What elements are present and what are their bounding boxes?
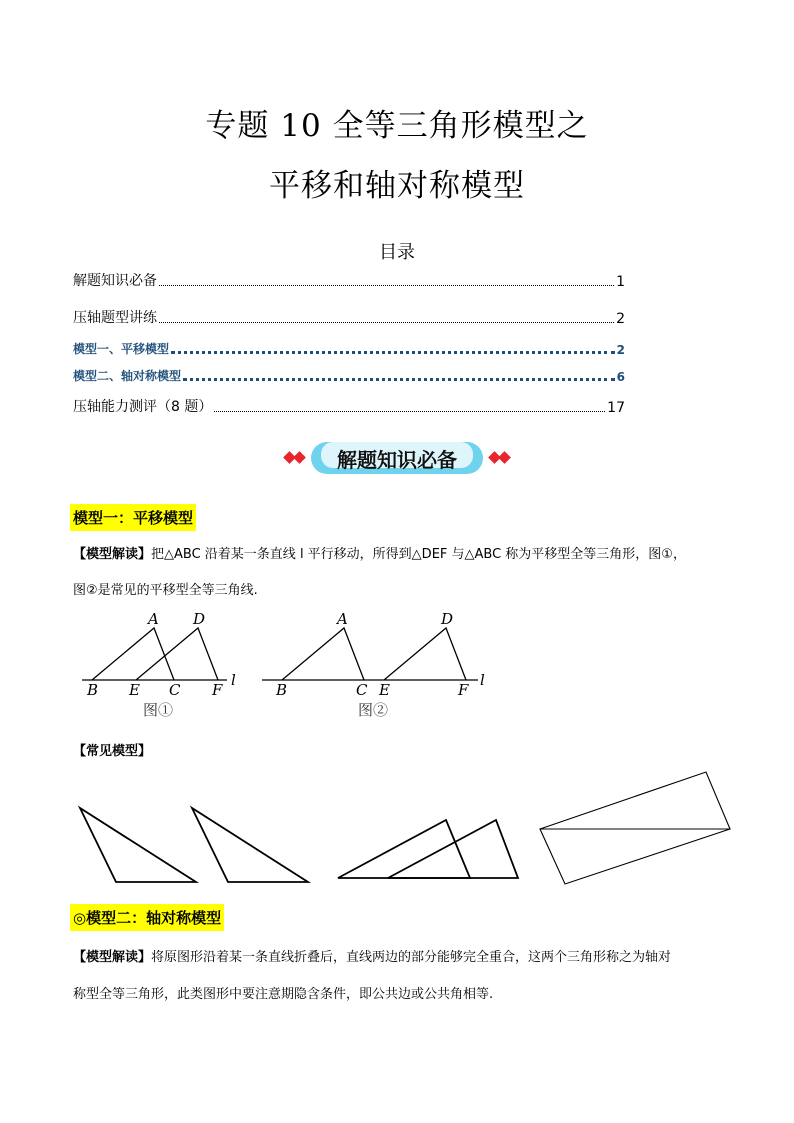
fig2-label-d: D	[441, 610, 454, 628]
toc-item-page: 1	[616, 274, 625, 290]
fig1-label-d: D	[193, 610, 206, 628]
fig2-triangle-def	[384, 628, 466, 680]
fig1-label-l: l	[231, 671, 236, 689]
common-model-2-triangle-b	[388, 820, 518, 878]
toc-item-page: 2	[616, 311, 625, 327]
toc-item-page: 6	[616, 370, 625, 384]
title-line-2: 平移和轴对称模型	[269, 168, 525, 204]
banner-label: 解题知识必备	[337, 448, 457, 472]
explain-tag: 【模型解读】	[73, 950, 152, 965]
common-models-label: 【常见模型】	[73, 744, 152, 759]
fig1-label-a: A	[148, 610, 159, 628]
fig2-caption: 图②	[358, 701, 389, 719]
toc-item-page: 17	[607, 400, 625, 416]
explain-line-1: 把△ABC 沿着某一条直线 l 平行移动，所得到△DEF 与△ABC 称为平移型全等三角形，图①，	[151, 547, 686, 562]
section-2-explanation	[73, 948, 733, 967]
fig1-label-f: F	[212, 681, 223, 699]
common-model-3-triangle-b	[540, 829, 730, 884]
toc-item-label: 模型二、轴对称模型	[73, 369, 182, 383]
toc-item-label: 解题知识必备	[73, 273, 157, 289]
fig1-label-e: E	[129, 681, 140, 699]
explain-line-1: 将原图形沿着某一条直线折叠后，直线两边的部分能够完全重合，这两个三角形称之为轴对	[151, 950, 672, 965]
fig2-label-e: E	[379, 681, 390, 699]
fig2-label-c: C	[356, 681, 368, 699]
explain-line-2: 图②是常见的平移型全等三角线.	[73, 583, 258, 598]
fig1-label-c: C	[169, 681, 181, 699]
fig1-triangle-abc	[92, 628, 174, 680]
fig1-triangle-def	[136, 628, 218, 680]
section-2-heading: ◎模型二：轴对称模型	[70, 904, 224, 931]
toc-item-label: 压轴能力测评（8 题）	[73, 399, 213, 415]
fig1-label-b: B	[87, 681, 99, 699]
section-1-heading: 模型一：平移模型	[70, 504, 196, 531]
title-line-1: 专题 10 全等三角形模型之	[205, 108, 589, 144]
fig2-label-f: F	[458, 681, 469, 699]
toc-item-label: 压轴题型讲练	[73, 310, 157, 326]
common-model-3-triangle-a	[540, 772, 730, 829]
common-model-1-triangle-b	[192, 808, 308, 882]
toc-heading: 目录	[379, 242, 415, 263]
toc-item-label: 模型一、平移模型	[73, 342, 170, 356]
explain-line-2: 称型全等三角形，此类图形中要注意期隐含条件，即公共边或公共角相等.	[73, 987, 494, 1002]
explain-tag: 【模型解读】	[73, 547, 152, 562]
toc-item-page: 2	[616, 343, 625, 357]
fig1-caption: 图①	[143, 701, 174, 719]
fig2-label-b: B	[276, 681, 288, 699]
fig2-label-l: l	[480, 671, 485, 689]
fig2-label-a: A	[337, 610, 348, 628]
fig2-triangle-abc	[282, 628, 364, 680]
common-model-1-triangle-a	[80, 808, 196, 882]
